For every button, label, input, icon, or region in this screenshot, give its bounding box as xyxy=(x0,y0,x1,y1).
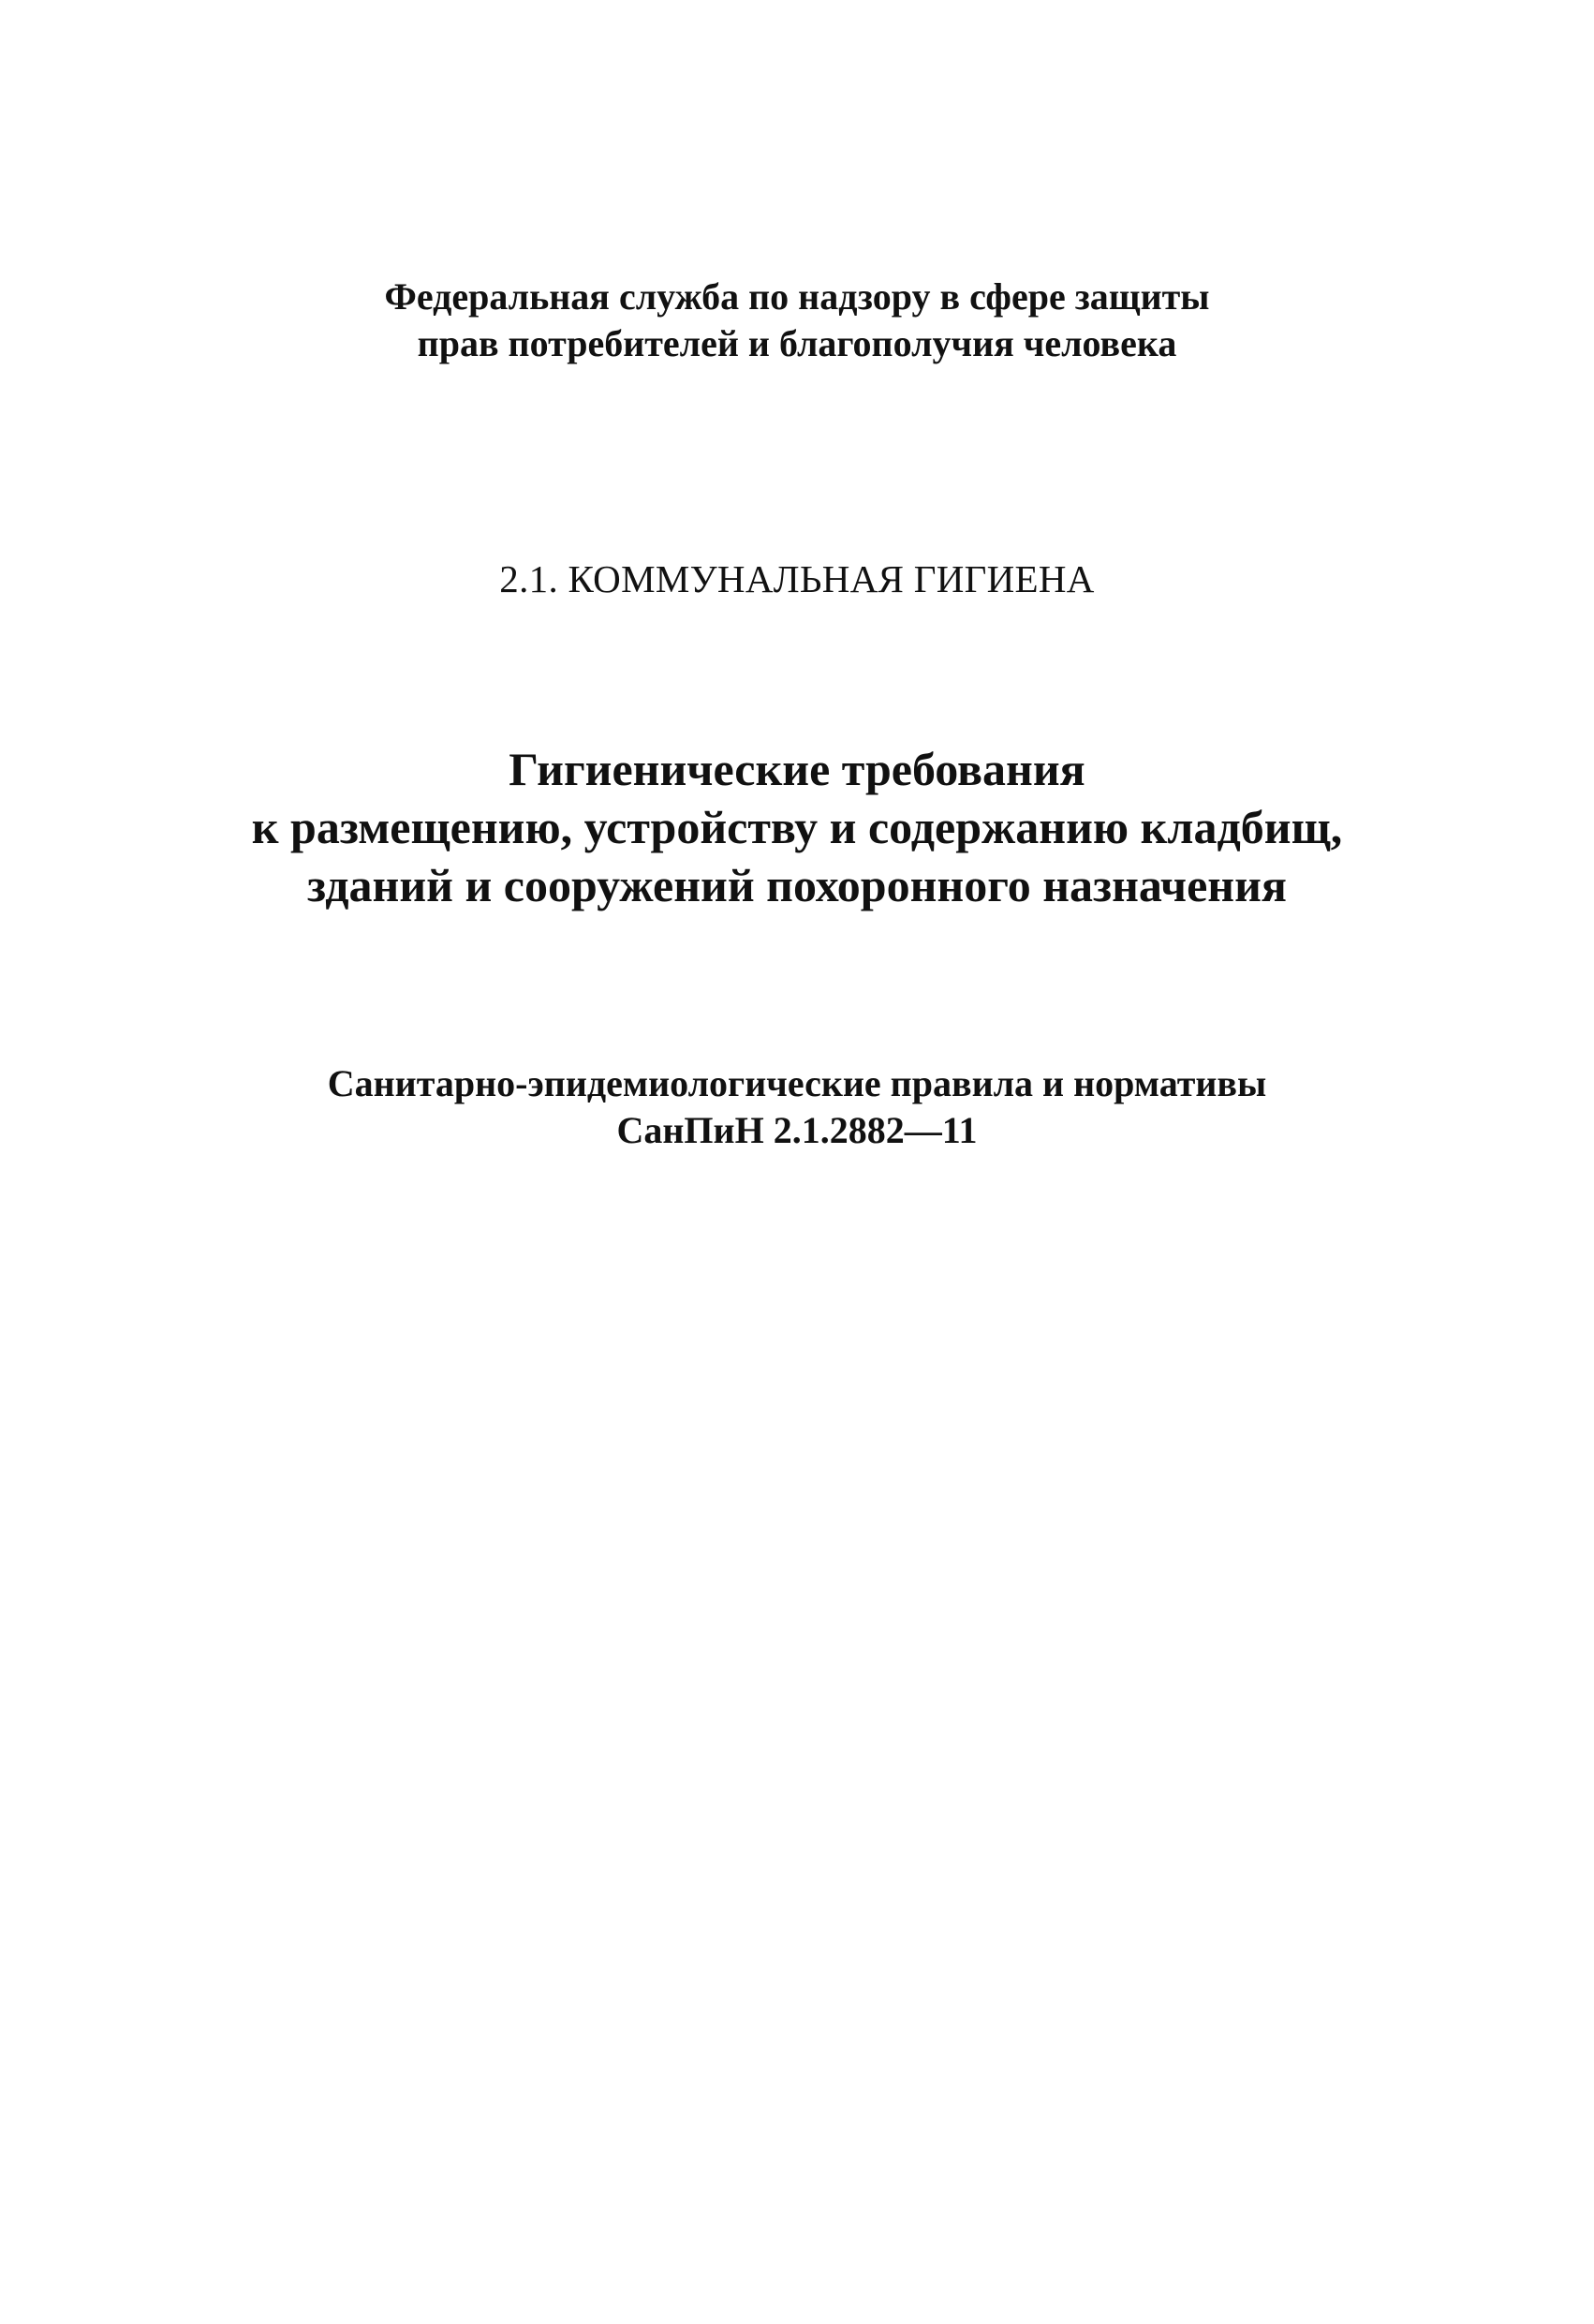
agency-line-2: прав потребителей и благополучия человека xyxy=(417,322,1177,364)
title-line-3: зданий и сооружений похоронного назначения xyxy=(307,859,1287,911)
issuing-agency xyxy=(0,274,1594,367)
document-title xyxy=(0,740,1594,914)
rules-designation xyxy=(0,1060,1594,1154)
rules-code: СанПиН 2.1.2882—11 xyxy=(616,1109,978,1151)
rules-line-1: Санитарно-эпидемиологические правила и нормативы xyxy=(327,1062,1267,1104)
section-heading xyxy=(0,555,1594,603)
title-line-1: Гигиенические требования xyxy=(509,743,1085,795)
section-heading-text: 2.1. КОММУНАЛЬНАЯ ГИГИЕНА xyxy=(499,557,1095,600)
title-line-2: к размещению, устройству и содержанию кладбищ, xyxy=(251,801,1343,853)
agency-line-1: Федеральная служба по надзору в сфере защиты xyxy=(384,275,1210,318)
